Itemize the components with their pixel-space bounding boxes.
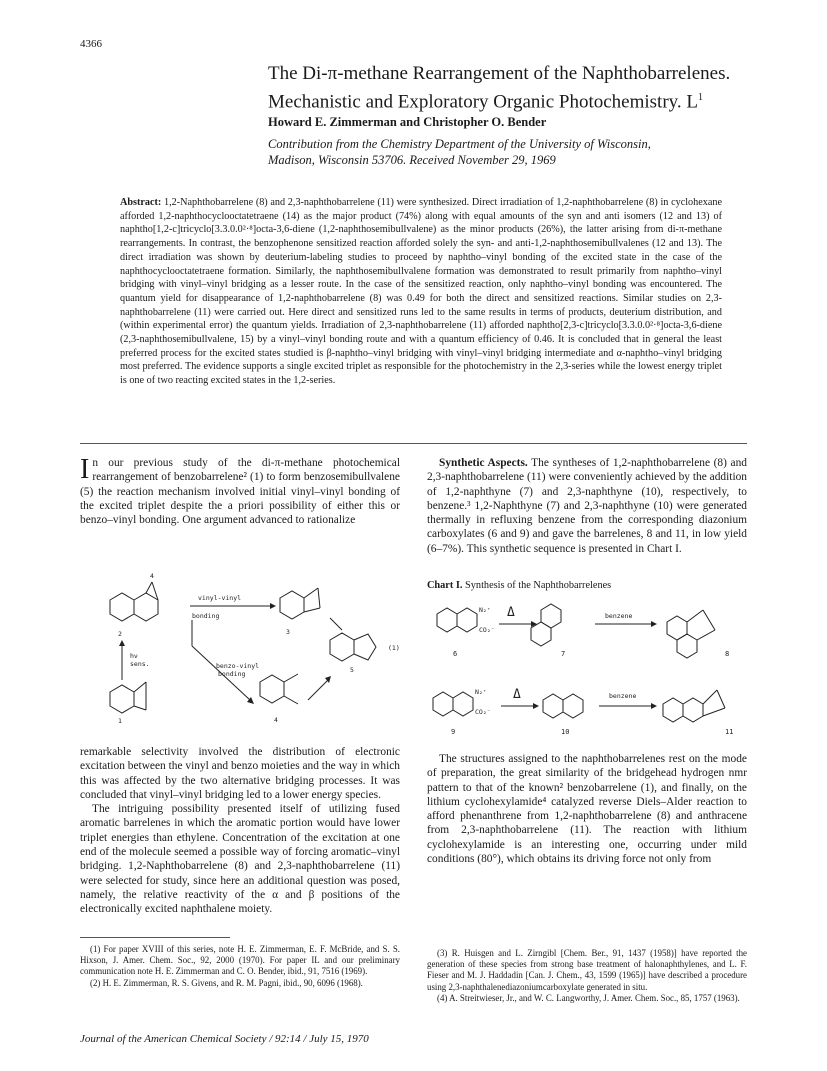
structure-1: [110, 682, 146, 713]
arrow-label-bonding: bonding: [192, 612, 220, 620]
label-11: 11: [725, 728, 734, 736]
delta-symbol-2: Δ: [513, 687, 521, 702]
affiliation-line-2: Madison, Wisconsin 53706. Received November 29, 1969: [268, 153, 556, 167]
structure-4: [260, 674, 298, 704]
structure-10: [543, 694, 583, 718]
label-8: 8: [725, 650, 730, 658]
footnote-3: (3) R. Huisgen and L. Zirngibl [Chem. Ber., 91, 1437 (1958)] have reported the generation of these species from strong base treatment of halonaphthylenes, and L. F. Fieser and M. J. Haddadin [Can. J. Chem., 43, 1599 (1965)] have described a procedure using 2,3-naphthalenediazoniumcarboxylate generated in situ.: [427, 948, 747, 992]
structure-2: [110, 582, 158, 621]
left-column-body: [80, 745, 400, 917]
abstract-divider: [80, 443, 747, 444]
benzene-label-2: benzene: [609, 692, 637, 700]
footnotes-right: [427, 948, 747, 1004]
chart-1-title: Synthesis of the Naphthobarrelenes: [465, 580, 612, 591]
co2-group-6: CO₂⁻: [479, 626, 495, 634]
footnote-1: (1) For paper XVIII of this series, note H. E. Zimmerman, E. F. McBride, and S. S. Hixson, J. Amer. Chem. Soc., 92, 2000 (1970). For paper IL and our preliminary communication note H. E. Zimmerman and C. O. Bender, ibid., 91, 7516 (1969).: [80, 944, 400, 977]
structure-11: [663, 690, 725, 722]
structure-5: [330, 633, 376, 661]
arrow-4-to-5: [308, 680, 328, 700]
left-column-intro: [80, 456, 400, 527]
chart-1-label: Chart I.: [427, 580, 463, 591]
arrow-label-sens: sens.: [130, 660, 150, 668]
author-list: Howard E. Zimmerman and Christopher O. Bender: [268, 115, 547, 129]
structure-3: [280, 588, 320, 619]
n2-group-6: N₂⁺: [479, 606, 491, 614]
title-line-1: The Di-π-methane Rearrangement of the Naphthobarrelenes.: [268, 63, 731, 84]
arrow-label-vinyl-vinyl: vinyl-vinyl: [198, 594, 242, 602]
label-2: 2: [118, 630, 122, 638]
structure-6: [437, 608, 477, 632]
right-column-structures: [427, 752, 747, 866]
intro-paragraph-3: The intriguing possibility presented itself of utilizing fused aromatic barrelenes in which the aromatic portion would have lower triplet energies than ethylene. Concentration of the excitation at one end of the molecule seemed a possible way of forcing aromatic–vinyl bridging. 1,2-Naphthobarrelene (8) and 2,3-naphthobarrelene (11) were selected for study, since here an additional question was posed, namely, the relative reactivity of the α and β positions of the electronically excited naphthalene moiety.: [80, 803, 400, 916]
structure-7: [531, 604, 561, 646]
title-line-2: Mechanistic and Exploratory Organic Photochemistry. $L^1$: [268, 91, 704, 113]
label-7: 7: [561, 650, 566, 658]
abstract-label: Abstract:: [120, 197, 162, 208]
benzene-label-1: benzene: [605, 612, 633, 620]
structure-8: [667, 610, 715, 658]
right-column-synthetic: [427, 456, 747, 556]
equation-number: (1): [388, 644, 400, 652]
structure-9: [433, 692, 473, 716]
chart-1-scheme: [427, 598, 747, 743]
footnote-2: (2) H. E. Zimmerman, R. S. Givens, and R. M. Pagni, ibid., 90, 6096 (1968).: [90, 977, 363, 988]
intro-paragraph-2: remarkable selectivity involved the distribution of electronic excitation between the vinyl and benzo moieties and the way in which this was affected by the two alternative bridging processes. It was concluded that vinyl–vinyl bridging led to a lower energy species.: [80, 746, 400, 801]
n2-group-9: N₂⁺: [475, 688, 487, 696]
scheme-1-di-pi-methane: [80, 570, 400, 725]
title-footnote-marker: 1: [698, 92, 704, 103]
label-9: 9: [451, 728, 456, 736]
article-title: [268, 62, 768, 114]
footnote-4: (4) A. Streitwieser, Jr., and W. C. Langworthy, J. Amer. Chem. Soc., 85, 1757 (1963).: [437, 992, 740, 1003]
label-6: 6: [453, 650, 458, 658]
footnotes-left: [80, 944, 400, 989]
abstract: [120, 196, 722, 388]
arrow-3-to-5: [330, 618, 342, 630]
synthetic-paragraph-1: Synthetic Aspects. The syntheses of 1,2-naphthobarrelene (8) and 2,3-naphthobarrelene (11) were conveniently achieved by the addition of 1,2-naphthyne (7) and 2,3-naphthyne (10), respectively, to benzene.³ 1,2-Naphthyne (7) and 2,3-naphthyne (10) were generated thermally in refluxing benzene from the corresponding diazonium carboxylates (6 and 9) and gave the barrelenes, 8 and 11, in low yield (6–7%). This synthetic sequence is presented in Chart I.: [427, 457, 747, 555]
drop-cap: I: [80, 454, 90, 485]
section-heading: Synthetic Aspects.: [439, 457, 528, 469]
page-number: 4366: [80, 38, 102, 50]
label-3: 3: [286, 628, 290, 636]
footnote-divider-left: [80, 937, 230, 938]
chart-1-caption: [427, 580, 611, 591]
label-5: 5: [350, 666, 354, 674]
affiliation-line-1: Contribution from the Chemistry Department of the University of Wisconsin,: [268, 137, 651, 151]
label-4-bottom: 4: [274, 716, 278, 724]
affiliation: [268, 136, 738, 168]
arrow-label-bonding-2: bonding: [218, 670, 246, 678]
label-10: 10: [561, 728, 570, 736]
arrow-label-benzo-vinyl: benzo-vinyl: [216, 662, 260, 670]
abstract-text: 1,2-Naphthobarrelene (8) and 2,3-naphthobarrelene (11) were synthesized. Direct irradiation of 1,2-naphthobarrelene (8) in cyclohexane afforded 1,2-naphthocyclooctatetraene (14) as the major product (74%) along with equal amounts of the syn and anti isomers (12 and 13) of naphtho[1,2-c]tricyclo[3.3.0.0²·⁸]octa-3,6-diene (1,2-naphthosemibullvalene) as the minor products (26%), the latter arising from di-π-methane rearrangements. In contrast, the benzophenone sensitized reaction afforded solely the syn- and anti-1,2-naphthosemibullvalenes (12 and 13). The direct irradiation was shown by deuterium-labeling studies to proceed by naphtho–vinyl bonding of the excited state in the case of the naphthocyclooctatetraene formation. Similarly, the naphthosemibullvalene formation was demonstrated to result primarily from naphtho–vinyl bridging with vinyl–vinyl bridging as a lesser route. In the case of the sensitized reaction, only naphtho–vinyl bonding was encountered. The quantum yield for disappearance of 1,2-naphthobarrelene (8) was 0.49 for both the direct and sensitized reactions. Similar studies on 2,3-naphthobarrelene (11) were carried out. Here direct and sensitized runs led to the same results in terms of products, deuterium distribution, and (within experimental error) the quantum yields. Irradiation of 2,3-naphthobarrelene (11) afforded naphtho[2,3-c]tricyclo[3.3.0.0²·⁸]octa-3,6-diene (2,3-naphthosemibullvalene, 15) by a vinyl–vinyl bonding route and with a quantum efficiency of 0.46. It is concluded that in general the least preferred process for the excited states studied is β-naphtho–vinyl bridging with vinyl–vinyl bridging intermediate and α-naphtho–vinyl bridging most preferred. The evidence supports a single excited triplet as responsible for the photochemistry in the 2,3-series while the lowest energy triplet is one of two reacting excited states in the 1,2-series.: [120, 197, 722, 387]
label-1: 1: [118, 717, 122, 725]
intro-paragraph-1: In our previous study of the di-π-methane photochemical rearrangement of benzobarrelene² (1) to form benzosemibullvalene (5) the reaction mechanism involved initial vinyl–vinyl bonding of the excited triplet despite the a priori possibility of either this or benzo–vinyl bonding. One argument advanced to rationalize: [80, 454, 400, 527]
label-4-top: 4: [150, 572, 154, 580]
structures-paragraph: The structures assigned to the naphthobarrelenes rest on the mode of preparation, the great similarity of the bridgehead hydrogen nmr pattern to that of the known² benzobarrelene (1), and finally, on the lithium cyclohexylamide⁴ catalyzed reverse Diels–Alder reaction to afford phenanthrene from 1,2-naphthobarrelene (8) and anthracene from 2,3-naphthobarrelene (11). The reaction with lithium cyclohexylamide is an interesting one, occurring under mild conditions (80°), which obtains its driving force not only from: [427, 753, 747, 866]
co2-group-9: CO₂⁻: [475, 708, 491, 716]
delta-symbol-1: Δ: [507, 605, 515, 620]
journal-footer: Journal of the American Chemical Society / 92:14 / July 15, 1970: [80, 1033, 369, 1045]
arrow-label-hv: hν: [130, 652, 138, 660]
